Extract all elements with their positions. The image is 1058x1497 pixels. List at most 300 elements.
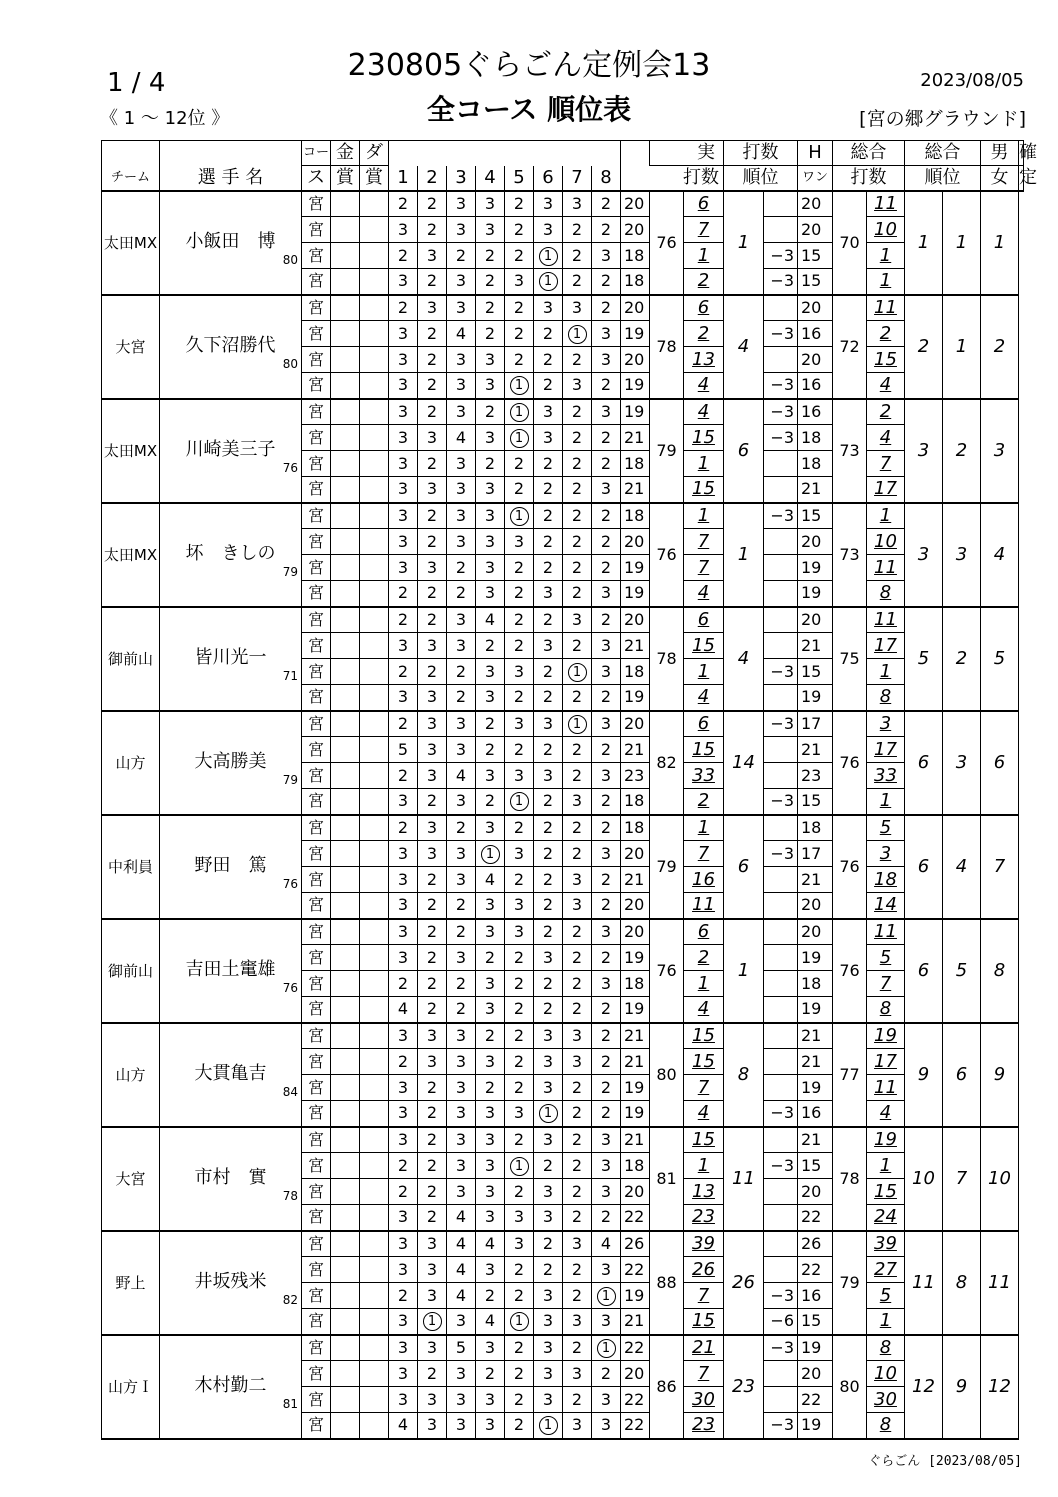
hole-score: 2 xyxy=(563,1179,592,1205)
hole-score: 3 xyxy=(447,737,476,763)
hole-score: 3 xyxy=(592,1309,621,1335)
hole-score: 2 xyxy=(418,1127,447,1153)
round-rank: 1 xyxy=(684,815,724,841)
hole-score: 2 xyxy=(447,659,476,685)
round-total-rank: 1 xyxy=(867,243,905,269)
round-total: 18 xyxy=(798,815,833,841)
course-cell: 宮 xyxy=(302,1075,331,1101)
hole-score: 3 xyxy=(534,1023,563,1049)
page-subtitle: 全コース 順位表 xyxy=(426,93,632,126)
round-rank: 7 xyxy=(684,555,724,581)
da-cell xyxy=(360,295,389,321)
round-rank: 7 xyxy=(684,529,724,555)
round-total-rank: 15 xyxy=(867,347,905,373)
hole-score: 3 xyxy=(389,919,418,945)
hole-score: 3 xyxy=(418,1049,447,1075)
h-wan xyxy=(764,1075,798,1101)
gold-cell xyxy=(331,399,360,425)
hole-score: 4 xyxy=(447,321,476,347)
gold-cell xyxy=(331,1283,360,1309)
hole-score: 2 xyxy=(563,451,592,477)
round-sum: 18 xyxy=(621,1153,650,1179)
sex-rank: 3 xyxy=(943,711,981,815)
total-rank: 3 xyxy=(905,399,943,503)
team-name: 野上 xyxy=(102,1231,160,1335)
round-total: 17 xyxy=(798,841,833,867)
round-sum: 20 xyxy=(621,711,650,737)
round-total-rank: 11 xyxy=(867,555,905,581)
gold-cell xyxy=(331,1413,360,1439)
hole-in-one-mark: 1 xyxy=(568,715,587,734)
hole-score: 3 xyxy=(389,1361,418,1387)
gold-cell xyxy=(331,867,360,893)
final-rank: 10 xyxy=(981,1127,1019,1231)
da-cell xyxy=(360,451,389,477)
round-rank: 15 xyxy=(684,633,724,659)
hole-score: 3 xyxy=(447,1075,476,1101)
round-rank: 4 xyxy=(684,997,724,1023)
da-cell xyxy=(360,919,389,945)
hole-score: 4 xyxy=(447,1205,476,1231)
hole-score: 2 xyxy=(389,1049,418,1075)
hole-score: 3 xyxy=(389,1231,418,1257)
hole-score: 2 xyxy=(418,529,447,555)
round-rank: 1 xyxy=(684,659,724,685)
hole-score: 2 xyxy=(563,841,592,867)
round-total-rank: 17 xyxy=(867,1049,905,1075)
hole-score: 3 xyxy=(476,997,505,1023)
hole-score xyxy=(534,1413,563,1439)
hole-score: 2 xyxy=(592,217,621,243)
h-wan: −3 xyxy=(764,399,798,425)
hole-score: 2 xyxy=(505,295,534,321)
hole-score: 3 xyxy=(389,321,418,347)
hole-in-one-mark: 1 xyxy=(510,792,529,811)
round-rank: 15 xyxy=(684,1127,724,1153)
round-sum: 22 xyxy=(621,1257,650,1283)
player-age: 76 xyxy=(282,980,298,995)
h-wan xyxy=(764,451,798,477)
hole-score: 5 xyxy=(447,1335,476,1361)
hole-score: 3 xyxy=(476,425,505,451)
round-rank: 26 xyxy=(684,1257,724,1283)
h-wan xyxy=(764,295,798,321)
h-wan xyxy=(764,581,798,607)
round-sum: 21 xyxy=(621,633,650,659)
hole-score: 3 xyxy=(447,711,476,737)
h-wan: −3 xyxy=(764,1413,798,1439)
col-player-top xyxy=(160,141,302,166)
hole-in-one-mark: 1 xyxy=(539,1416,558,1435)
da-cell xyxy=(360,607,389,633)
col-hole-5: 5 xyxy=(505,166,534,191)
da-cell xyxy=(360,1049,389,1075)
round-rank: 7 xyxy=(684,1075,724,1101)
da-cell xyxy=(360,1179,389,1205)
hole-score: 5 xyxy=(389,737,418,763)
hole-score: 2 xyxy=(505,971,534,997)
hole-score: 3 xyxy=(447,269,476,295)
hole-score: 3 xyxy=(389,1387,418,1413)
hole-score: 2 xyxy=(592,295,621,321)
hole-score: 3 xyxy=(418,633,447,659)
hole-score: 2 xyxy=(563,347,592,373)
player-age: 71 xyxy=(282,668,298,683)
hole-score: 3 xyxy=(563,295,592,321)
round-rank: 15 xyxy=(684,1023,724,1049)
hole-score: 2 xyxy=(418,503,447,529)
col-actual: 打数 xyxy=(621,166,724,191)
da-cell xyxy=(360,503,389,529)
player-name: 市村 實 xyxy=(194,1166,267,1188)
hole-score: 3 xyxy=(592,1413,621,1439)
col-totalrank-top: 総合 xyxy=(905,141,981,166)
hole-score: 3 xyxy=(563,1309,592,1335)
hole-score: 2 xyxy=(592,1205,621,1231)
round-total: 20 xyxy=(798,607,833,633)
round-total: 18 xyxy=(798,425,833,451)
course-cell: 宮 xyxy=(302,581,331,607)
hole-score: 3 xyxy=(447,1361,476,1387)
hole-score: 2 xyxy=(534,997,563,1023)
hole-score: 3 xyxy=(447,789,476,815)
hole-score: 3 xyxy=(592,243,621,269)
da-cell xyxy=(360,1075,389,1101)
hole-score: 2 xyxy=(534,607,563,633)
hole-score: 2 xyxy=(505,217,534,243)
hole-score: 2 xyxy=(505,1335,534,1361)
gold-cell xyxy=(331,789,360,815)
hole-score: 2 xyxy=(447,555,476,581)
round-total: 15 xyxy=(798,1153,833,1179)
total-strokes: 73 xyxy=(833,503,867,607)
hole-score: 2 xyxy=(389,815,418,841)
table-row xyxy=(102,399,1024,425)
round-total-rank: 30 xyxy=(867,1387,905,1413)
round-total-rank: 1 xyxy=(867,659,905,685)
round-total: 21 xyxy=(798,1127,833,1153)
hole-score: 3 xyxy=(534,217,563,243)
team-name: 太田MX xyxy=(102,191,160,295)
col-team: チーム xyxy=(102,166,160,191)
round-sum: 19 xyxy=(621,321,650,347)
hole-score: 3 xyxy=(534,763,563,789)
hole-score: 3 xyxy=(563,893,592,919)
da-cell xyxy=(360,1153,389,1179)
hole-score: 3 xyxy=(592,321,621,347)
hole-in-one-mark: 1 xyxy=(568,663,587,682)
round-sum: 19 xyxy=(621,685,650,711)
hole-score: 2 xyxy=(534,659,563,685)
hole-score: 3 xyxy=(476,1049,505,1075)
actual-strokes: 79 xyxy=(650,399,684,503)
round-total-rank: 5 xyxy=(867,1283,905,1309)
h-wan: −6 xyxy=(764,1309,798,1335)
hole-score: 4 xyxy=(592,1231,621,1257)
page-number: 1 / 4 xyxy=(107,68,166,98)
round-total: 19 xyxy=(798,581,833,607)
hole-score: 2 xyxy=(418,867,447,893)
hole-in-one-mark: 1 xyxy=(481,845,500,864)
hole-score: 3 xyxy=(389,789,418,815)
hole-score xyxy=(534,269,563,295)
total-rank: 9 xyxy=(905,1023,943,1127)
hole-score: 3 xyxy=(505,269,534,295)
round-total-rank: 4 xyxy=(867,425,905,451)
round-total: 21 xyxy=(798,867,833,893)
round-sum: 18 xyxy=(621,815,650,841)
round-sum: 26 xyxy=(621,1231,650,1257)
hole-score: 2 xyxy=(592,425,621,451)
sex-rank: 5 xyxy=(943,919,981,1023)
hole-score: 3 xyxy=(534,1361,563,1387)
round-total: 16 xyxy=(798,399,833,425)
hole-score: 2 xyxy=(563,971,592,997)
da-cell xyxy=(360,789,389,815)
hole-score: 3 xyxy=(563,373,592,399)
round-sum: 21 xyxy=(621,737,650,763)
gold-cell xyxy=(331,815,360,841)
round-sum: 18 xyxy=(621,451,650,477)
hole-score: 3 xyxy=(476,191,505,217)
hole-score: 2 xyxy=(592,451,621,477)
hole-score: 3 xyxy=(476,1101,505,1127)
hole-score: 2 xyxy=(418,347,447,373)
hole-score: 3 xyxy=(505,841,534,867)
player-name: 吉田土竃雄 xyxy=(185,958,276,980)
hole-score: 3 xyxy=(447,1023,476,1049)
round-total-rank: 8 xyxy=(867,1413,905,1439)
da-cell xyxy=(360,321,389,347)
hole-score: 2 xyxy=(563,581,592,607)
round-rank: 13 xyxy=(684,1179,724,1205)
col-hole-2: 2 xyxy=(418,166,447,191)
hole-score: 2 xyxy=(476,711,505,737)
table-row xyxy=(102,295,1024,321)
round-total: 19 xyxy=(798,555,833,581)
col-actual-top: 実 xyxy=(650,141,724,166)
hole-score: 2 xyxy=(418,399,447,425)
stroke-rank: 23 xyxy=(724,1335,764,1439)
hole-score: 2 xyxy=(389,295,418,321)
da-cell xyxy=(360,425,389,451)
round-rank: 15 xyxy=(684,425,724,451)
page-title: 230805ぐらごん定例会13 xyxy=(347,48,711,83)
player-name: 皆川光一 xyxy=(194,646,267,668)
hole-score: 2 xyxy=(534,789,563,815)
course-cell: 宮 xyxy=(302,1023,331,1049)
hole-score: 2 xyxy=(418,659,447,685)
h-wan: −3 xyxy=(764,1101,798,1127)
da-cell xyxy=(360,1023,389,1049)
total-strokes: 73 xyxy=(833,399,867,503)
hole-score: 2 xyxy=(563,815,592,841)
col-hole-1: 1 xyxy=(389,166,418,191)
h-wan xyxy=(764,347,798,373)
total-strokes: 80 xyxy=(833,1335,867,1439)
hole-in-one-mark: 1 xyxy=(510,1312,529,1331)
round-rank: 23 xyxy=(684,1413,724,1439)
course-cell: 宮 xyxy=(302,763,331,789)
actual-strokes: 80 xyxy=(650,1023,684,1127)
round-total-rank: 15 xyxy=(867,1179,905,1205)
hole-score: 3 xyxy=(592,633,621,659)
hole-score: 2 xyxy=(418,945,447,971)
hole-score: 3 xyxy=(418,1387,447,1413)
hole-score: 3 xyxy=(505,893,534,919)
hole-score: 2 xyxy=(476,633,505,659)
actual-strokes: 78 xyxy=(650,295,684,399)
hole-score: 4 xyxy=(476,1309,505,1335)
hole-score: 3 xyxy=(389,945,418,971)
hole-in-one-mark: 1 xyxy=(510,376,529,395)
hole-score: 3 xyxy=(447,1101,476,1127)
sex-rank: 4 xyxy=(943,815,981,919)
hole-score: 3 xyxy=(563,789,592,815)
player-name: 坏 きしの xyxy=(185,542,276,564)
course-cell: 宮 xyxy=(302,321,331,347)
hole-score: 2 xyxy=(418,893,447,919)
hole-score: 2 xyxy=(418,971,447,997)
hole-in-one-mark: 1 xyxy=(539,272,558,291)
gold-cell xyxy=(331,711,360,737)
hole-score: 2 xyxy=(563,399,592,425)
hole-score: 2 xyxy=(563,997,592,1023)
hole-score: 2 xyxy=(563,555,592,581)
da-cell xyxy=(360,373,389,399)
round-rank: 7 xyxy=(684,841,724,867)
hole-in-one-mark: 1 xyxy=(568,325,587,344)
round-rank: 21 xyxy=(684,1335,724,1361)
h-wan: −3 xyxy=(764,1153,798,1179)
h-wan xyxy=(764,1205,798,1231)
hole-score: 2 xyxy=(418,1153,447,1179)
round-sum: 18 xyxy=(621,243,650,269)
round-total: 20 xyxy=(798,529,833,555)
col-hole-4: 4 xyxy=(476,166,505,191)
col-team-top xyxy=(102,141,160,166)
stroke-rank: 1 xyxy=(724,191,764,295)
hole-score: 3 xyxy=(563,1413,592,1439)
hole-score: 2 xyxy=(592,607,621,633)
h-wan: −3 xyxy=(764,1335,798,1361)
round-sum: 21 xyxy=(621,477,650,503)
stroke-rank: 11 xyxy=(724,1127,764,1231)
sex-rank: 8 xyxy=(943,1231,981,1335)
hole-score: 3 xyxy=(447,373,476,399)
round-sum: 20 xyxy=(621,191,650,217)
hole-score: 3 xyxy=(389,555,418,581)
hole-score: 2 xyxy=(534,919,563,945)
da-cell xyxy=(360,555,389,581)
hole-score: 2 xyxy=(418,217,447,243)
col-strokerank: 順位 xyxy=(724,166,798,191)
round-total-rank: 17 xyxy=(867,633,905,659)
course-cell: 宮 xyxy=(302,919,331,945)
player-age: 84 xyxy=(282,1084,298,1099)
hole-score: 2 xyxy=(476,295,505,321)
table-row xyxy=(102,711,1024,737)
h-wan xyxy=(764,1179,798,1205)
round-rank: 13 xyxy=(684,347,724,373)
hole-score: 2 xyxy=(389,711,418,737)
total-strokes: 76 xyxy=(833,919,867,1023)
round-total-rank: 11 xyxy=(867,1075,905,1101)
hole-score: 2 xyxy=(389,191,418,217)
gold-cell xyxy=(331,373,360,399)
hole-score: 3 xyxy=(476,919,505,945)
hole-score: 2 xyxy=(476,269,505,295)
player-age: 81 xyxy=(282,1396,298,1411)
hole-score: 3 xyxy=(389,1309,418,1335)
hole-score: 2 xyxy=(563,1387,592,1413)
hole-score: 2 xyxy=(505,321,534,347)
hole-score: 4 xyxy=(447,763,476,789)
course-cell: 宮 xyxy=(302,295,331,321)
actual-strokes: 86 xyxy=(650,1335,684,1439)
hole-score: 3 xyxy=(389,373,418,399)
round-rank: 1 xyxy=(684,451,724,477)
hole-score: 4 xyxy=(447,1257,476,1283)
player-cell xyxy=(160,295,302,399)
hole-score: 3 xyxy=(389,867,418,893)
round-sum: 20 xyxy=(621,1179,650,1205)
player-age: 76 xyxy=(282,460,298,475)
round-total-rank: 27 xyxy=(867,1257,905,1283)
da-cell xyxy=(360,633,389,659)
h-wan: −3 xyxy=(764,659,798,685)
hole-score: 3 xyxy=(534,633,563,659)
round-total: 26 xyxy=(798,1231,833,1257)
team-name: 大宮 xyxy=(102,1127,160,1231)
hole-score: 3 xyxy=(592,347,621,373)
table-row xyxy=(102,503,1024,529)
player-age: 79 xyxy=(282,564,298,579)
hole-score: 2 xyxy=(505,1023,534,1049)
hole-score: 2 xyxy=(592,269,621,295)
player-cell xyxy=(160,399,302,503)
total-rank: 5 xyxy=(905,607,943,711)
hole-score: 3 xyxy=(476,1205,505,1231)
round-rank: 7 xyxy=(684,1361,724,1387)
player-name: 野田 篤 xyxy=(194,854,267,876)
col-sex-top: 男 xyxy=(981,141,1019,166)
da-cell xyxy=(360,1335,389,1361)
hole-score: 3 xyxy=(447,1179,476,1205)
round-sum: 21 xyxy=(621,1023,650,1049)
h-wan xyxy=(764,1049,798,1075)
hole-score: 3 xyxy=(389,1075,418,1101)
hole-score: 3 xyxy=(563,867,592,893)
gold-cell xyxy=(331,1075,360,1101)
hole-score xyxy=(592,1335,621,1361)
total-rank: 6 xyxy=(905,711,943,815)
h-wan xyxy=(764,1127,798,1153)
hole-score: 3 xyxy=(592,1179,621,1205)
round-sum: 19 xyxy=(621,1101,650,1127)
hole-score: 2 xyxy=(505,1179,534,1205)
ranking-table xyxy=(101,140,1037,1440)
round-rank: 1 xyxy=(684,243,724,269)
da-cell xyxy=(360,1413,389,1439)
course-cell: 宮 xyxy=(302,1309,331,1335)
player-name: 木村勤二 xyxy=(194,1374,267,1396)
round-sum: 23 xyxy=(621,763,650,789)
hole-score: 3 xyxy=(476,659,505,685)
round-total: 15 xyxy=(798,269,833,295)
col-sum-top xyxy=(621,141,650,166)
hole-score: 3 xyxy=(389,477,418,503)
